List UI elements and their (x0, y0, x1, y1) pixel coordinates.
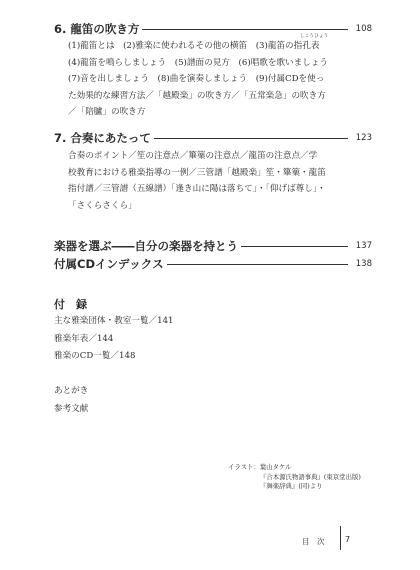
subitem-line: 合奏のポイント／笙の注意点／篳篥の注意点／龍笛の注意点／学 (68, 151, 318, 161)
toc-entry-choosing-instruments[interactable] (54, 238, 372, 254)
section-7-subitems (68, 148, 368, 214)
section-title: 6. 龍笛の吹き方 (54, 21, 142, 37)
credit-line: 『合本源氏物語事典』(東京堂出版) (260, 472, 361, 481)
appendix-list (54, 313, 174, 366)
end-matter-item[interactable]: 参考文献 (54, 403, 89, 414)
subitem-line: 指付譜／三管譜（五線譜）「逢き山に陽は落ちて」・「仰げば尊し」・ (68, 184, 326, 194)
subitem-line: た効果的な練習方法／「越殿楽」の吹き方／「五常楽急」の吹き方 (68, 90, 326, 101)
footer-divider (340, 526, 341, 550)
credit-line: イラスト：葉山タケル (228, 463, 292, 471)
page-number: 138 (353, 257, 372, 271)
illustration-credit (228, 463, 361, 492)
appendix-item[interactable]: 主な雅楽団体・教室一覧／141 (54, 316, 174, 326)
end-matter-list (54, 383, 88, 418)
appendix-item[interactable]: 雅楽のCD一覧／148 (54, 351, 136, 361)
footer-page-number: 7 (345, 535, 351, 544)
page-number: 123 (353, 131, 372, 145)
subitem-line: (4)龍笛を鳴らしましょう (5)譜面の見方 (6)唱歌を歌いましょう (68, 57, 329, 68)
ruby-annotated-text: しこうひょう (3)龍笛の指孔表 (255, 34, 329, 51)
end-matter-item[interactable]: あとがき (54, 386, 89, 396)
section-6-subitems (68, 34, 368, 121)
footer-label: 目 次 (302, 537, 325, 546)
toc-entry-section-7[interactable] (54, 130, 372, 146)
page-number: 137 (353, 239, 372, 253)
ruby-reading: しこうひょう (299, 34, 329, 39)
page-number: 108 (353, 22, 372, 36)
subitem-line: (1)龍笛とは (2)雅楽に使われるその他の横笛 しこうひょう (3)龍笛の指孔表 (68, 34, 329, 51)
toc-entry-cd-index[interactable] (54, 256, 372, 272)
section-title: 7. 合奏にあたって (54, 130, 154, 146)
subitem-line: 「さくらさくら」 (68, 200, 137, 211)
subitem-line: (7)音を出しましょう (8)曲を演奏しましょう (9)付属CDを使っ (68, 74, 325, 84)
credit-line: 『舞楽辞典』(同)より (260, 482, 323, 490)
subitem-line: ／「陪臚」の吹き方 (68, 107, 146, 117)
section-title: 楽器を選ぶ――自分の楽器を持とう (54, 238, 241, 254)
appendix-title: 付 録 (54, 298, 87, 311)
section-title: 付属CDインデックス (54, 256, 167, 272)
subitem-line: 校教育における雅楽指導の一例／三管譜「越殿楽」笙・篳篥・龍笛 (68, 167, 326, 178)
appendix-item[interactable]: 雅楽年表／144 (54, 333, 114, 344)
